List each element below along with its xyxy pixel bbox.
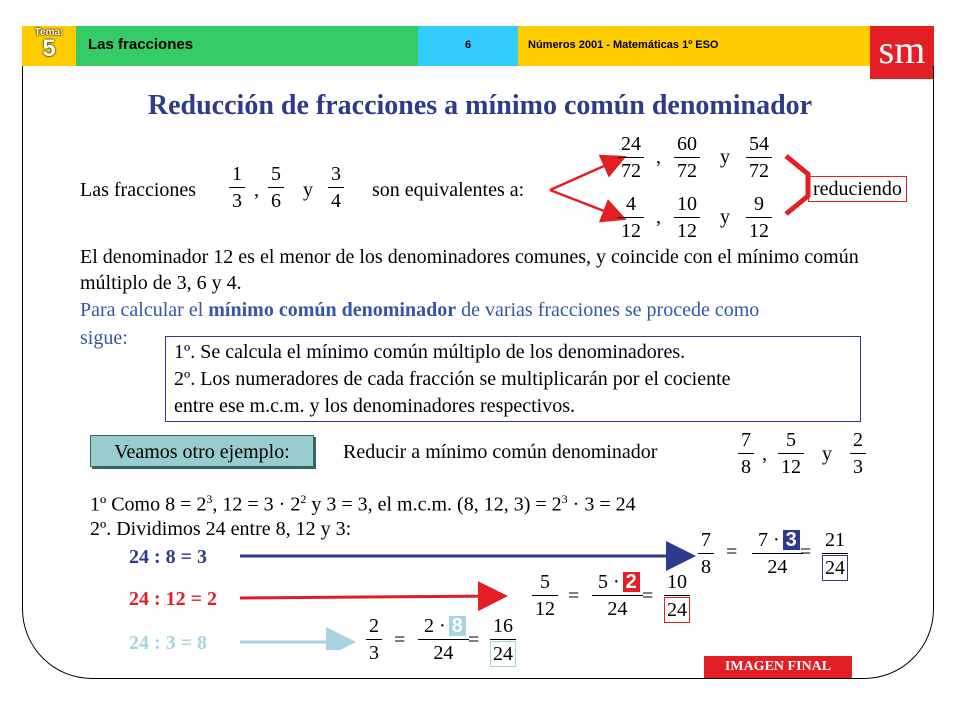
result-denominator: 24 [664,597,690,623]
division-12: 24 : 12 = 2 [129,588,218,610]
logo-text: sm [878,27,926,72]
calc1-product: 7 · 3 24 [752,528,803,579]
equals-sign: = [726,541,738,563]
equals-sign: = [800,541,812,563]
fraction-5-6: 5 6 [268,162,284,213]
equals-sign: = [642,585,654,607]
fraction-3-4: 3 4 [328,162,344,213]
equivalent-text: son equivalentes a: [372,179,525,201]
calc1-fraction: 7 8 [698,528,714,579]
page-title: Reducción de fracciones a mínimo común denominador [147,90,813,121]
calc3-fraction: 2 3 [366,614,382,665]
equals-sign: = [394,629,406,651]
calc3-product: 2 · 8 24 [418,614,469,665]
paragraph-denominator: El denominador 12 es el menor de los denominadores comunes, y coincide con el mínimo común múltiplo de 3, 6 y 4. [80,246,859,294]
fraction-7-8: 7 8 [738,428,754,479]
and-word: y [303,179,313,201]
fraction-10-12: 10 12 [674,192,700,243]
tema-label: Tema: [34,27,64,38]
example-button[interactable]: Veamos otro ejemplo: [90,435,314,467]
division-8: 24 : 8 = 3 [129,546,208,568]
comma: , [656,206,661,228]
comma: , [656,146,661,168]
step-2: 2º. Los numeradores de cada fracción se multiplicarán por el cociente [174,368,731,390]
calc3-result: $\frac{16}{24}$ [490,614,516,667]
multiplier-badge: 2 [623,572,640,592]
header-bar [0,26,960,72]
topic-title: Las fracciones [88,36,194,53]
tema-number: 5 [42,35,56,62]
calc2-product: 5 · 2 24 [592,570,643,621]
fraction-2-3: 2 3 [850,428,866,479]
equals-sign: = [468,629,480,651]
paragraph-procedure-line2: sigue: [80,327,128,349]
comma: , [254,179,259,201]
comma: , [762,443,767,465]
and-word: y [720,146,730,168]
fraction-60-72: 60 72 [674,132,700,183]
example-prompt: Reducir a mínimo común denominador [343,441,658,463]
calc1-result: $\frac{21}{24}$ [822,528,848,581]
fraction-5-12: 5 12 [778,428,804,479]
step-1: 1º. Se calcula el mínimo común múltiplo de los denominadores. [174,341,686,363]
multiplier-badge: 3 [783,530,800,550]
step1-line: 1º Como $8 = 2^3$, $12 = 3 \cdot 2^2$ y 3 = 3, el m.c.m. (8, 12, $3) = 2^3 \cdot 3 = 24$ [90,492,636,516]
result-denominator: 24 [822,555,848,581]
fraction-1-3: 1 3 [229,162,245,213]
intro-lead: Las fracciones [80,179,197,201]
paragraph-procedure: Para calcular el mínimo común denominador de varias fracciones se procede como [80,299,760,321]
fraction-24-72: 24 72 [618,132,644,183]
step-2-cont: entre ese m.c.m. y los denominadores respectivos. [174,395,575,417]
calc2-fraction: 5 12 [532,570,558,621]
book-title: Números 2001 - Matemáticas 1º ESO [528,39,719,51]
result-denominator: 24 [490,641,516,667]
fraction-4-12: 4 12 [618,192,644,243]
step2-line: 2º. Dividimos 24 entre 8, 12 y 3: [90,518,352,540]
equals-sign: = [568,585,580,607]
multiplier-badge: 8 [449,616,466,636]
page-number: 6 [464,39,472,51]
final-image-badge[interactable]: IMAGEN FINAL [704,656,852,678]
and-word: y [720,206,730,228]
fraction-54-72: 54 72 [746,132,772,183]
calc2-result: $\frac{10}{24}$ [664,570,690,623]
and-word: y [822,443,832,465]
reducing-box: reduciendo [808,176,907,202]
division-3: 24 : 3 = 8 [129,632,208,654]
fraction-9-12: 9 12 [746,192,772,243]
